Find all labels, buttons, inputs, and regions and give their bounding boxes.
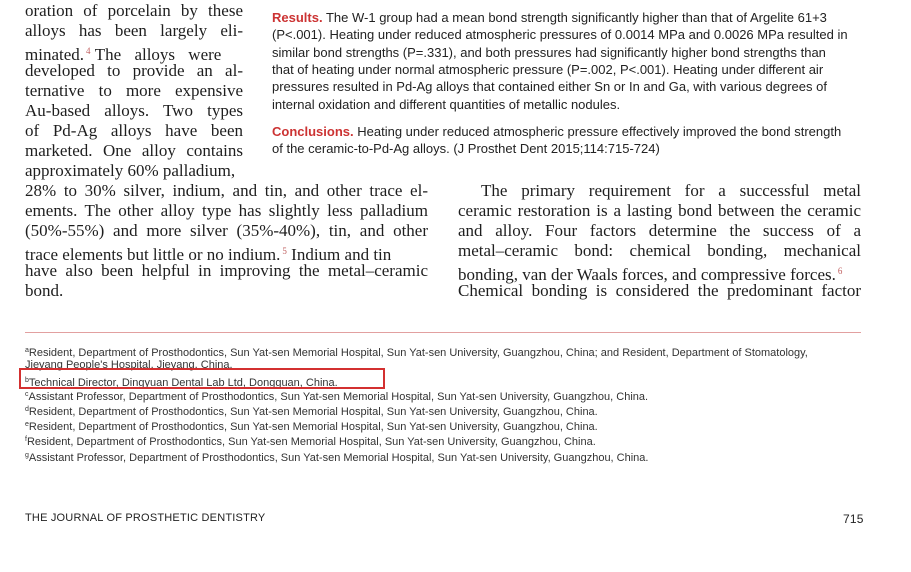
left-line-12: (50%-55%) and more silver (35%-40%), tin, and other [25,221,428,240]
right-line-6: Chemical bonding is considered the predominant factor [458,281,861,300]
footnote-a: $^a$Resident, Department of Prosthodontics, Sun Yat-sen Memorial Hospital, Sun Yat-sen University, Guangzhou, China; and Resident, Department of Stomatology, [25,347,808,359]
highlight-box [19,368,385,389]
page-number: 715 [843,512,864,526]
footnote-b: $^b$Technical Director, Dingyuan Dental Lab Ltd, Dongguan, China. [25,377,338,389]
right-line-5: bonding, van der Waals forces, and compressive forces. $^6$ [458,265,843,284]
left-line-2: alloys has been largely eli- [25,21,243,40]
left-line-7: of Pd-Ag alloys have been [25,121,243,140]
footnote-divider [25,332,861,333]
left-line-3: minated. $^4$ The alloys were [25,45,222,64]
results-line-6: internal oxidation and different quantities of metallic nodules. [272,97,621,112]
reference-6[interactable]: 6 [837,266,843,276]
left-line-5: ternative to more expensive [25,81,243,100]
left-line-6: Au-based alloys. Two types [25,101,243,120]
results-line-3: similar bond strengths (P=.331), and both pressures had significantly higher bond strengths than [272,45,826,60]
results-label: Results. [272,10,323,25]
right-line-3: and alloy. Four factors determine the success of a [458,221,861,240]
results-line-2: (P<.001). Heating under reduced atmospheric pressures of 0.0014 MPa and 0.0026 MPa resulted in [272,27,848,42]
journal-name: THE JOURNAL OF PROSTHETIC DENTISTRY [25,512,266,524]
results-line-1: Results. The W-1 group had a mean bond strength significantly higher than that of Argelite 61+3 [272,10,827,25]
footnote-c: $^c$Assistant Professor, Department of Prosthodontics, Sun Yat-sen Memorial Hospital, Sun Yat-sen University, Guangzhou, China. [25,391,649,403]
left-line-15: have also been helpful in improving the metal–ceramic [25,261,428,280]
left-line-11: ements. The other alloy type has slightly less palladium [25,201,428,220]
conclusions-line-2: of the ceramic-to-Pd-Ag alloys. (J Prosthet Dent 2015;114:715-724) [272,141,660,156]
footnote-g: $^g$Assistant Professor, Department of Prosthodontics, Sun Yat-sen Memorial Hospital, Sun Yat-sen University, Guangzhou, China. [25,452,649,464]
right-line-1: The primary requirement for a successful metal [481,181,861,200]
left-line-9: approximately 60% palladium, [25,161,236,180]
results-line-5: pressures resulted in Pd-Ag alloys that contained either Sn or In and Ga, with various degrees of [272,79,827,94]
right-line-2: ceramic restoration is a lasting bond between the ceramic [458,201,861,220]
results-line-4: that of heating under normal atmospheric pressure (P=.002, P<.001). Heating under different air [272,62,824,77]
left-line-8: marketed. One alloy contains [25,141,243,160]
left-line-10: 28% to 30% silver, indium, and tin, and other trace el- [25,181,428,200]
conclusions-label: Conclusions. [272,124,354,139]
footnote-f: $^f$Resident, Department of Prosthodontics, Sun Yat-sen Memorial Hospital, Sun Yat-sen University, Guangzhou, China. [25,436,596,448]
reference-5[interactable]: 5 [282,246,287,256]
footnote-e: $^e$Resident, Department of Prosthodontics, Sun Yat-sen Memorial Hospital, Sun Yat-sen University, Guangzhou, China. [25,421,598,433]
left-line-16: bond. [25,281,64,300]
footnote-a-cont: Jieyang People's Hospital, Jieyang, China. [25,359,233,371]
left-line-4: developed to provide an al- [25,61,243,80]
reference-4[interactable]: 4 [86,46,91,56]
left-line-13: trace elements but little or no indium. $^5$ Indium and tin [25,245,392,264]
left-line-1: oration of porcelain by these [25,1,243,20]
footnote-d: $^d$Resident, Department of Prosthodontics, Sun Yat-sen Memorial Hospital, Sun Yat-sen University, Guangzhou, China. [25,406,598,418]
conclusions-line-1: Conclusions. Heating under reduced atmospheric pressure effectively improved the bond strength [272,124,842,139]
right-line-4: metal–ceramic bond: chemical bonding, mechanical [458,241,861,260]
